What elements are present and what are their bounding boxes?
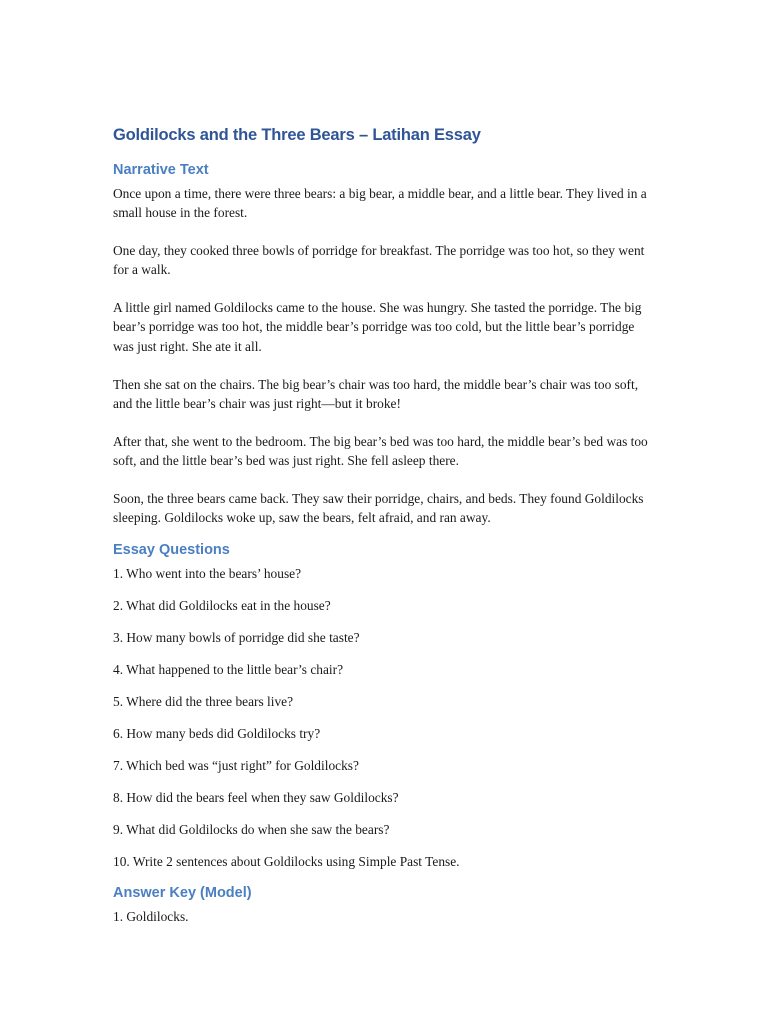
narrative-paragraph: Then she sat on the chairs. The big bear’s chair was too hard, the middle bear’s chair was too soft, and the little bear’s chair was just right—but it broke!: [113, 376, 639, 411]
question-item: 2. What did Goldilocks eat in the house?: [113, 598, 331, 614]
question-item: 4. What happened to the little bear’s chair?: [113, 662, 344, 678]
question-item: 3. How many bowls of porridge did she taste?: [113, 630, 360, 646]
question-item: 9. What did Goldilocks do when she saw the bears?: [113, 822, 390, 838]
question-item: 6. How many beds did Goldilocks try?: [113, 726, 321, 742]
narrative-paragraph: After that, she went to the bedroom. The big bear’s bed was too hard, the middle bear’s bed was too soft, and the little bear’s bed was just right. She fell asleep there.: [113, 433, 648, 468]
question-item: 7. Which bed was “just right” for Goldilocks?: [113, 758, 359, 774]
narrative-paragraph: A little girl named Goldilocks came to the house. She was hungry. She tasted the porridge. The big bear’s porridge was too hot, the middle bear’s porridge was too cold, but the little bear’s porridge was just right. She ate it all.: [113, 300, 642, 354]
essay-questions-heading: Essay Questions: [113, 542, 230, 559]
question-item: 10. Write 2 sentences about Goldilocks using Simple Past Tense.: [113, 854, 460, 870]
answer-item: 1. Goldilocks.: [113, 908, 189, 924]
narrative-heading: Narrative Text: [113, 162, 209, 178]
narrative-paragraph: One day, they cooked three bowls of porridge for breakfast. The porridge was too hot, so they went for a walk.: [113, 243, 645, 278]
question-item: 5. Where did the three bears live?: [113, 694, 294, 710]
question-item: 8. How did the bears feel when they saw Goldilocks?: [113, 790, 399, 806]
document-body: [113, 124, 658, 926]
narrative-paragraph: Once upon a time, there were three bears: a big bear, a middle bear, and a little bear. They lived in a small house in the forest.: [113, 186, 647, 221]
question-item: 1. Who went into the bears’ house?: [113, 566, 302, 582]
narrative-paragraph: Soon, the three bears came back. They saw their porridge, chairs, and beds. They found Goldilocks sleeping. Goldilocks woke up, saw the bears, felt afraid, and ran away.: [113, 490, 644, 526]
answer-key-heading: Answer Key (Model): [113, 884, 252, 901]
document-title: Goldilocks and the Three Bears – Latihan Essay: [113, 126, 481, 144]
